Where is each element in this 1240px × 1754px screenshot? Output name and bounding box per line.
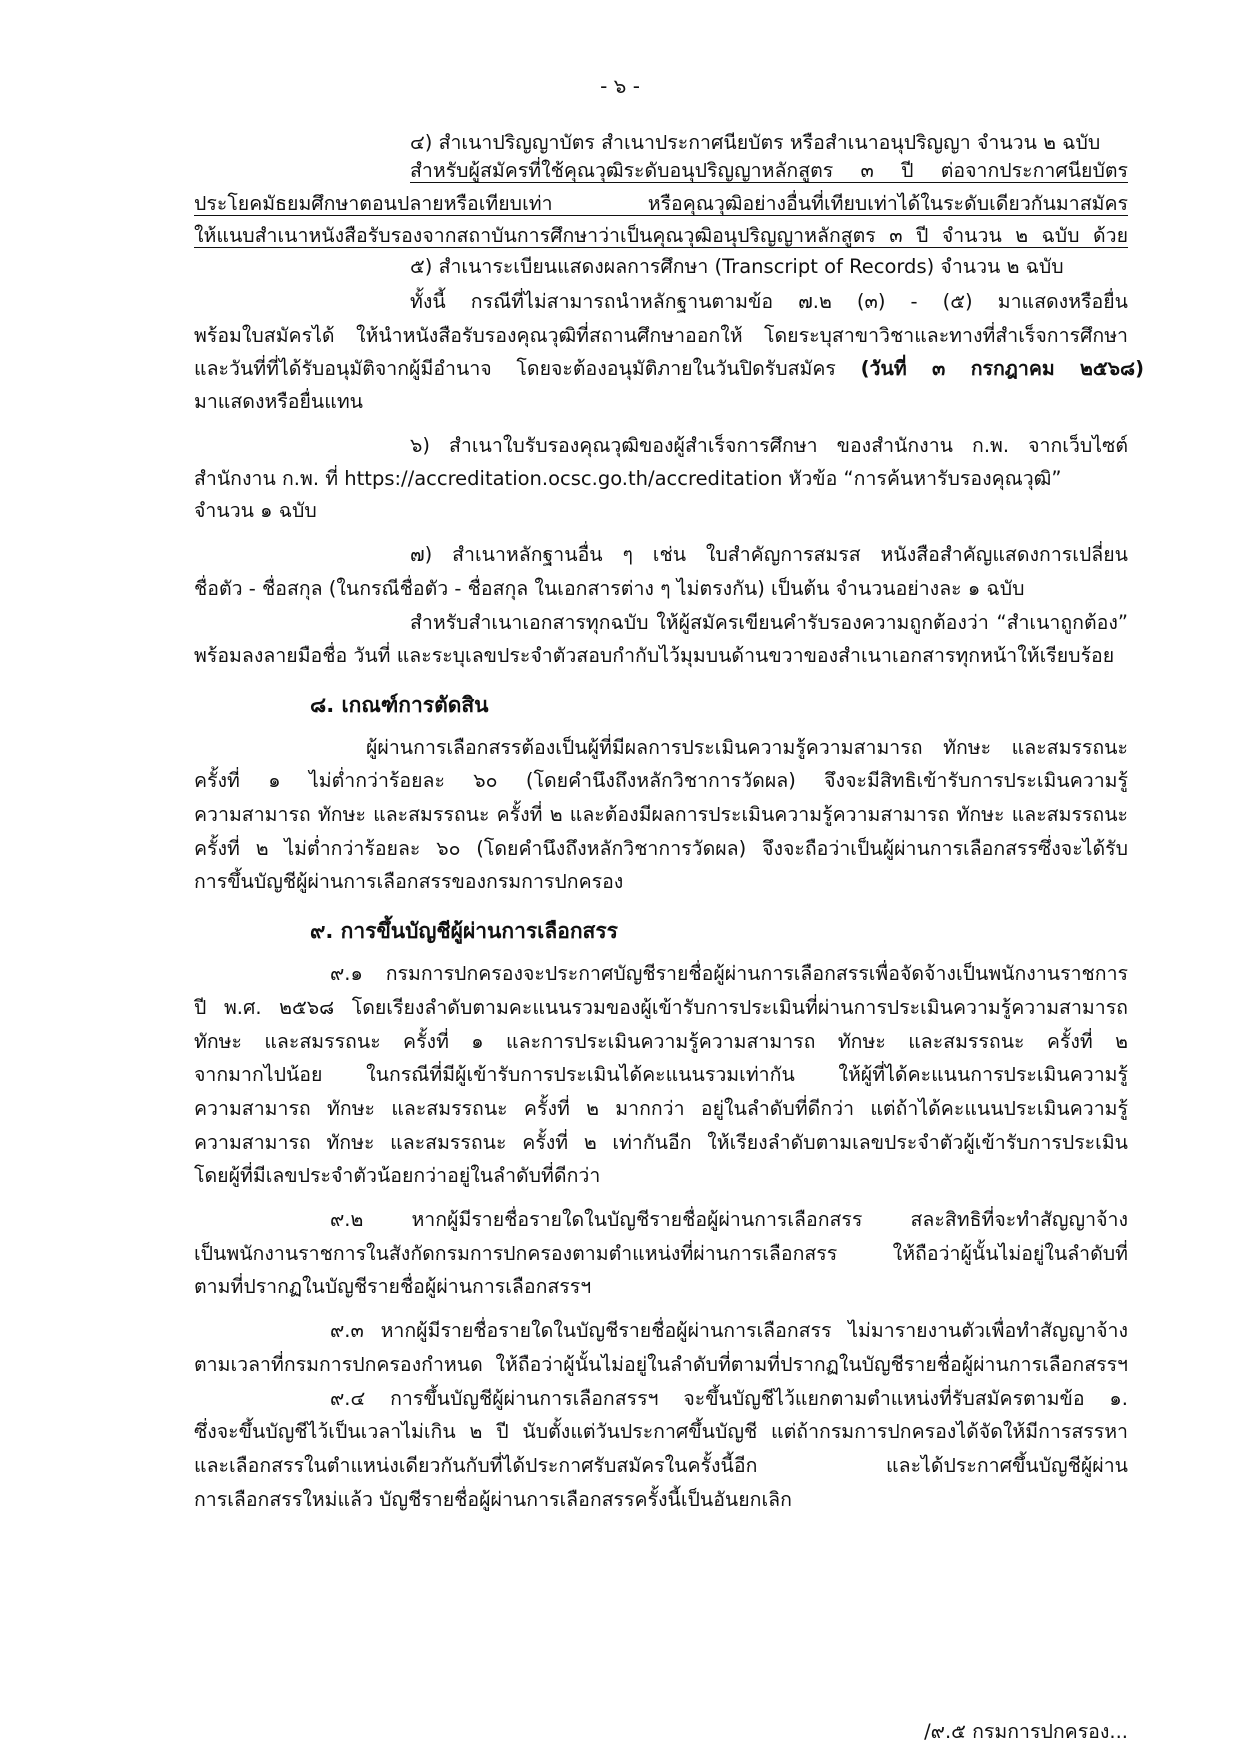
section-9-1-line-4: จากมากไปน้อย ในกรณีที่มีผู้เข้ารับการประเมินได้คะแนนรวมเท่ากัน ให้ผู้ที่ได้คะแนนการประเมินความรู้ [194, 1063, 1128, 1086]
closing-date: (วันที่ ๓ กรกฎาคม ๒๕๖๘) [860, 357, 1144, 380]
section-8-line-2: ครั้งที่ ๑ ไม่ต่ำกว่าร้อยละ ๖๐ (โดยคำนึงถึงหลักวิชาการวัดผล) จึงจะมีสิทธิเข้ารับการประเมินความรู้ [194, 769, 1128, 792]
certify-line-1: สำหรับสำเนาเอกสารทุกฉบับ ให้ผู้สมัครเขียนคำรับรองความถูกต้องว่า “สำเนาถูกต้อง” [410, 611, 1128, 634]
condition-text: และวันที่ที่ได้รับอนุมัติจากผู้มีอำนาจ โดยจะต้องอนุมัติภายในวันปิดรับสมัคร [194, 357, 861, 380]
section-9-4-line-4: การเลือกสรรใหม่แล้ว บัญชีรายชื่อผู้ผ่านการเลือกสรรครั้งนี้เป็นอันยกเลิก [194, 1488, 792, 1511]
section-9-2-line-1: ๙.๒ หากผู้มีรายชื่อรายใดในบัญชีรายชื่อผู้ผ่านการเลือกสรร สละสิทธิที่จะทำสัญญาจ้าง [330, 1208, 1128, 1231]
item-6-line-3: จำนวน ๑ ฉบับ [194, 499, 317, 522]
item-6-line-2: สำนักงาน ก.พ. ที่ https://accreditation.ocsc.go.th/accreditation หัวข้อ “การค้นหารับรองคุณวุฒิ” [194, 467, 1062, 490]
item-6-line-1: ๖) สำเนาใบรับรองคุณวุฒิของผู้สำเร็จการศึกษา ของสำนักงาน ก.พ. จากเว็บไซต์ [410, 434, 1128, 457]
item-7-line-2: ชื่อตัว - ชื่อสกุล (ในกรณีชื่อตัว - ชื่อสกุล ในเอกสารต่าง ๆ ไม่ตรงกัน) เป็นต้น จำนวนอย่างละ ๑ ฉบับ [194, 577, 1025, 600]
page-number: - ๖ - [600, 74, 640, 98]
item-5-transcript: ๕) สำเนาระเบียนแสดงผลการศึกษา (Transcript of Records) จำนวน ๒ ฉบับ [410, 255, 1064, 278]
section-9-4-line-1: ๙.๔ การขึ้นบัญชีผู้ผ่านการเลือกสรรฯ จะขึ้นบัญชีไว้แยกตามตำแหน่งที่รับสมัครตามข้อ ๑. [330, 1387, 1128, 1410]
condition-line-1: ทั้งนี้ กรณีที่ไม่สามารถนำหลักฐานตามข้อ ๗.๒ (๓) - (๕) มาแสดงหรือยื่น [410, 290, 1128, 313]
item-4-degree-copies: ๔) สำเนาปริญญาบัตร สำเนาประกาศนียบัตร หรือสำเนาอนุปริญญา จำนวน ๒ ฉบับ [410, 131, 1101, 154]
section-9-4-line-2: ซึ่งจะขึ้นบัญชีไว้เป็นเวลาไม่เกิน ๒ ปี นับตั้งแต่วันประกาศขึ้นบัญชี แต่ถ้ากรมการปกครองได้จัดให้มีการสรรหา [194, 1420, 1128, 1443]
section-9-4-line-3: และเลือกสรรในตำแหน่งเดียวกันกับที่ได้ประกาศรับสมัครในครั้งนี้อีก และได้ประกาศขึ้นบัญชีผู้ผ่าน [194, 1454, 1128, 1477]
section-9-1-line-6: ความสามารถ ทักษะ และสมรรถนะ ครั้งที่ ๒ เท่ากันอีก ให้เรียงลำดับตามเลขประจำตัวผู้เข้ารับการประเมิน [194, 1131, 1128, 1154]
section-9-3-line-1: ๙.๓ หากผู้มีรายชื่อรายใดในบัญชีรายชื่อผู้ผ่านการเลือกสรร ไม่มารายงานตัวเพื่อทำสัญญาจ้าง [330, 1319, 1128, 1342]
condition-line-3 [194, 359, 1144, 379]
section-9-1-line-3: ทักษะ และสมรรถนะ ครั้งที่ ๑ และการประเมินความรู้ความสามารถ ทักษะ และสมรรถนะ ครั้งที่ ๒ [194, 1030, 1128, 1053]
item-4-note-line-3: ให้แนบสำเนาหนังสือรับรองจากสถาบันการศึกษาว่าเป็นคุณวุฒิอนุปริญญาหลักสูตร ๓ ปี จำนวน ๒ ฉบับ ด้วย [194, 224, 1128, 247]
item-4-note-line-2: ประโยคมัธยมศึกษาตอนปลายหรือเทียบเท่า หรือคุณวุฒิอย่างอื่นที่เทียบเท่าได้ในระดับเดียวกันมาสมัคร [194, 192, 1128, 215]
section-9-1-line-1: ๙.๑ กรมการปกครองจะประกาศบัญชีรายชื่อผู้ผ่านการเลือกสรรเพื่อจัดจ้างเป็นพนักงานราชการ [330, 962, 1128, 985]
condition-line-2: พร้อมใบสมัครได้ ให้นำหนังสือรับรองคุณวุฒิที่สถานศึกษาออกให้ โดยระบุสาขาวิชาและทางที่สำเร็จการศึกษา [194, 324, 1128, 347]
section-9-1-line-7: โดยผู้ที่มีเลขประจำตัวน้อยกว่าอยู่ในลำดับที่ดีกว่า [194, 1164, 601, 1187]
item-7-line-1: ๗) สำเนาหลักฐานอื่น ๆ เช่น ใบสำคัญการสมรส หนังสือสำคัญแสดงการเปลี่ยน [410, 543, 1128, 566]
section-8-heading: ๘. เกณฑ์การตัดสิน [310, 693, 489, 717]
section-8-line-1: ผู้ผ่านการเลือกสรรต้องเป็นผู้ที่มีผลการประเมินความรู้ความสามารถ ทักษะ และสมรรถนะ [366, 736, 1128, 759]
item-4-note-line-1: สำหรับผู้สมัครที่ใช้คุณวุฒิระดับอนุปริญญาหลักสูตร ๓ ปี ต่อจากประกาศนียบัตร [410, 159, 1128, 182]
section-9-1-line-2: ปี พ.ศ. ๒๕๖๘ โดยเรียงลำดับตามคะแนนรวมของผู้เข้ารับการประเมินที่ผ่านการประเมินความรู้ความสามารถ [194, 996, 1128, 1019]
section-9-1-line-5: ความสามารถ ทักษะ และสมรรถนะ ครั้งที่ ๒ มากกว่า อยู่ในลำดับที่ดีกว่า แต่ถ้าได้คะแนนประเมินความรู้ [194, 1097, 1128, 1120]
certify-line-2: พร้อมลงลายมือชื่อ วันที่ และระบุเลขประจำตัวสอบกำกับไว้มุมบนด้านขวาของสำเนาเอกสารทุกหน้าให้เรียบร้อย [194, 644, 1115, 667]
section-8-line-4: ครั้งที่ ๒ ไม่ต่ำกว่าร้อยละ ๖๐ (โดยคำนึงถึงหลักวิชาการวัดผล) จึงจะถือว่าเป็นผู้ผ่านการเลือกสรรซึ่งจะได้รับ [194, 837, 1128, 860]
section-9-heading: ๙. การขึ้นบัญชีผู้ผ่านการเลือกสรร [310, 919, 618, 943]
section-9-3-line-2: ตามเวลาที่กรมการปกครองกำหนด ให้ถือว่าผู้นั้นไม่อยู่ในลำดับที่ตามที่ปรากฏในบัญชีรายชื่อผู้ผ่านการเลือกสรรฯ [194, 1353, 1128, 1376]
section-8-line-5: การขึ้นบัญชีผู้ผ่านการเลือกสรรของกรมการปกครอง [194, 870, 624, 893]
continuation-marker: /๙.๕ กรมการปกครอง... [924, 1720, 1128, 1743]
section-9-2-line-2: เป็นพนักงานราชการในสังกัดกรมการปกครองตามตำแหน่งที่ผ่านการเลือกสรร ให้ถือว่าผู้นั้นไม่อยู่ในลำดับที่ [194, 1242, 1128, 1265]
condition-line-4: มาแสดงหรือยื่นแทน [194, 390, 364, 413]
section-8-line-3: ความสามารถ ทักษะ และสมรรถนะ ครั้งที่ ๒ และต้องมีผลการประเมินความรู้ความสามารถ ทักษะ และสมรรถนะ [194, 803, 1128, 826]
section-9-2-line-3: ตามที่ปรากฏในบัญชีรายชื่อผู้ผ่านการเลือกสรรฯ [194, 1275, 592, 1298]
